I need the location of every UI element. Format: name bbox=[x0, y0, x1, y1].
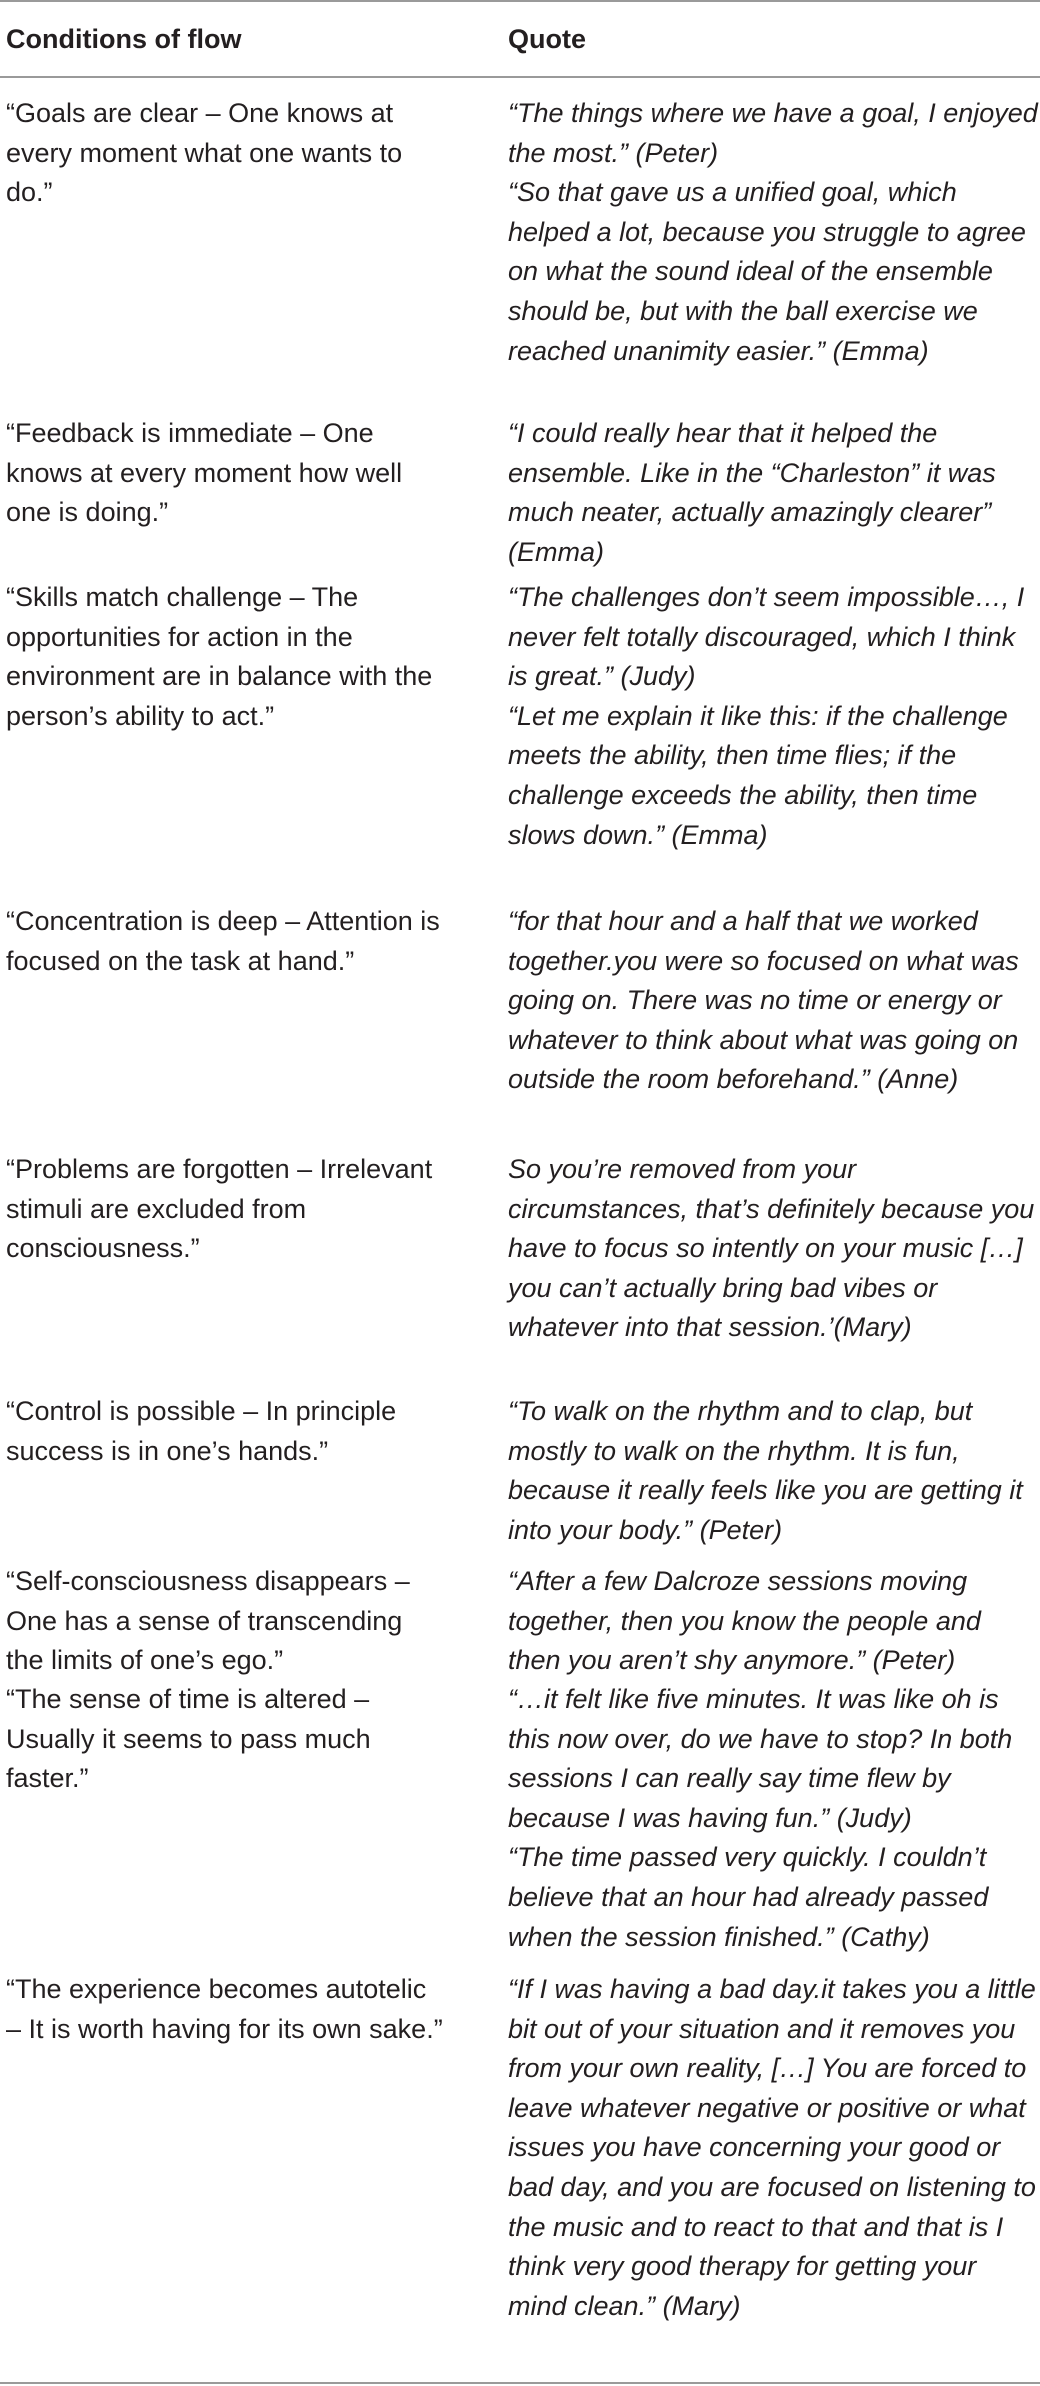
table-top-rule bbox=[0, 0, 1040, 2]
quote-text: “The time passed very quickly. I couldn’t believe that an hour had already passed when the session finished.” (Cathy) bbox=[508, 1842, 989, 1952]
header-quote: Quote bbox=[508, 24, 586, 54]
condition-cell: “Problems are forgotten – Irrelevant stimuli are excluded from consciousness.” bbox=[6, 1154, 433, 1264]
quote-cell bbox=[508, 902, 1038, 1100]
quote-cell bbox=[508, 94, 1038, 371]
quote-text: “for that hour and a half that we worked together.you were so focused on what was going on. There was no time or energy or whatever to think about what was going on outside the room beforehand.” (Anne) bbox=[508, 906, 1019, 1095]
quote-cell bbox=[508, 1562, 1038, 1681]
condition-cell: “Skills match challenge – The opportunities for action in the environment are in balance with the person’s ability to act.” bbox=[6, 582, 433, 731]
condition-cell: “Goals are clear – One knows at every moment what one wants to do.” bbox=[6, 98, 403, 208]
quote-text: “To walk on the rhythm and to clap, but mostly to walk on the rhythm. It is fun, because it really feels like you are getting it into your body.” (Peter) bbox=[508, 1396, 1023, 1545]
condition-cell: “Concentration is deep – Attention is focused on the task at hand.” bbox=[6, 906, 440, 976]
quote-cell bbox=[508, 414, 1038, 572]
header-conditions: Conditions of flow bbox=[6, 24, 242, 54]
quote-cell bbox=[508, 1680, 1038, 1957]
quote-cell bbox=[508, 1150, 1038, 1348]
quote-text: “The things where we have a goal, I enjoyed the most.” (Peter) bbox=[508, 98, 1038, 168]
quote-text: “The challenges don’t seem impossible…, I never felt totally discouraged, which I think is great.” (Judy) bbox=[508, 582, 1025, 692]
quote-text: “…it felt like five minutes. It was like oh is this now over, do we have to stop? In both sessions I can really say time flew by because I was having fun.” (Judy) bbox=[508, 1684, 1013, 1833]
header-rule bbox=[0, 76, 1040, 78]
condition-cell: “The experience becomes autotelic – It is worth having for its own sake.” bbox=[6, 1974, 443, 2044]
quote-text: “So that gave us a unified goal, which helped a lot, because you struggle to agree on what the sound ideal of the ensemble should be, but with the ball exercise we reached unanimity easier.” (Emma) bbox=[508, 177, 1026, 366]
condition-cell: “Self-consciousness disappears – One has a sense of transcending the limits of one’s ego.” bbox=[6, 1566, 410, 1676]
quote-cell bbox=[508, 578, 1038, 855]
condition-cell: “Feedback is immediate – One knows at every moment how well one is doing.” bbox=[6, 418, 403, 528]
table-bottom-rule bbox=[0, 2382, 1040, 2384]
quote-cell bbox=[508, 1970, 1038, 2326]
quote-text: So you’re removed from your circumstances, that’s definitely because you have to focus so intently on your music […] you can’t actually bring bad vibes or whatever into that session.’(Mary) bbox=[508, 1154, 1035, 1343]
condition-cell: “Control is possible – In principle success is in one’s hands.” bbox=[6, 1396, 397, 1466]
condition-cell: “The sense of time is altered – Usually it seems to pass much faster.” bbox=[6, 1684, 371, 1794]
quote-text: “I could really hear that it helped the ensemble. Like in the “Charleston” it was much neater, actually amazingly clearer” (Emma) bbox=[508, 418, 996, 567]
quote-text: “If I was having a bad day.it takes you a little bit out of your situation and it removes you from your own reality, […] You are forced to leave whatever negative or positive or what issues you have concerning your good or bad day, and you are focused on listening to the music and to react to that and that is I think very good therapy for getting your mind clean.” (Mary) bbox=[508, 1974, 1036, 2321]
quote-text: “Let me explain it like this: if the challenge meets the ability, then time flies; if the challenge exceeds the ability, then time slows down.” (Emma) bbox=[508, 700, 1008, 850]
quote-cell bbox=[508, 1392, 1038, 1550]
quote-text: “After a few Dalcroze sessions moving together, then you know the people and then you aren’t shy anymore.” (Peter) bbox=[508, 1566, 981, 1676]
